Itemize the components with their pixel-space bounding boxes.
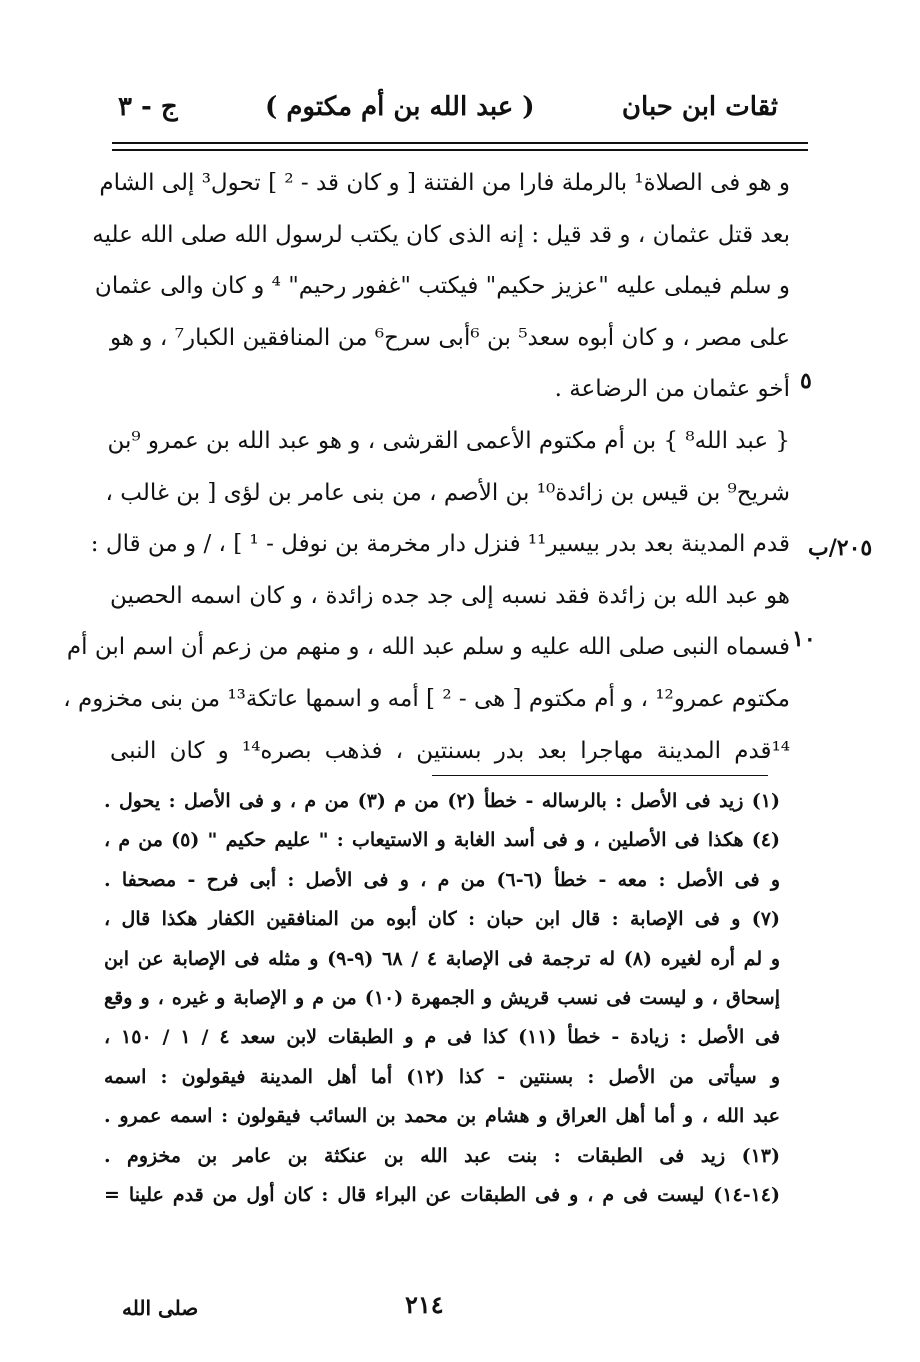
- footnote-line: و فى الأصل : معه - خطأ (٦-٦) من م ، و فى الأصل : أبى فرح - مصحفا .: [104, 868, 780, 891]
- footnote-line: إسحاق ، و ليست فى نسب قريش و الجمهرة (١٠) من م و الإصابة و غيره ، و وقع: [104, 986, 780, 1009]
- footnote-line: (١) زيد فى الأصل : بالرساله - خطأ (٢) من م (٣) من م ، و فى الأصل : يحول .: [104, 790, 780, 812]
- line-number-5: ٥: [800, 368, 812, 394]
- header-book-title: ثقات ابن حبان: [621, 92, 778, 122]
- header-volume: ج - ٣: [118, 92, 178, 122]
- text-line: شريح⁹ بن قيس بن زائدة¹⁰ بن الأصم ، من بنى عامر بن لؤى [ بن غالب ،: [105, 479, 790, 506]
- footnote-separator: [432, 775, 768, 776]
- footnote-line: (١٤-١٤) ليست فى م ، و فى الطبقات عن البراء قال : كان أول من قدم علينا =: [104, 1183, 780, 1206]
- text-line: و سلم فيملى عليه "عزيز حكيم" فيكتب "غفور رحيم" ⁴ و كان والى عثمان: [94, 273, 790, 300]
- text-line: أخو عثمان من الرضاعة .: [554, 376, 790, 403]
- footnote-line: (٤) هكذا فى الأصلين ، و فى أسد الغابة و الاستيعاب : " عليم حكيم " (٥) من م ،: [104, 829, 780, 852]
- footnote-line: (١٣) زيد فى الطبقات : بنت عبد الله بن عنكثة بن عامر بن مخزوم .: [104, 1144, 780, 1167]
- text-line: ¹⁴قدم المدينة مهاجرا بعد بدر بسنتين ، فذهب بصره¹⁴ و كان النبى: [110, 737, 791, 764]
- text-line: فسماه النبى صلى الله عليه و سلم عبد الله ، و منهم من زعم أن اسم ابن أم: [66, 634, 790, 661]
- text-line: و هو فى الصلاة¹ بالرملة فارا من الفتنة [ و كان قد - ² ] تحول³ إلى الشام: [99, 170, 790, 196]
- line-number-10: ١٠: [792, 626, 816, 652]
- header-double-rule: [112, 142, 808, 151]
- running-header: [118, 86, 778, 128]
- text-line: على مصر ، و كان أبوه سعد⁵ بن ⁶أبى سرح⁶ من المنافقين الكبار⁷ ، و هو: [110, 324, 790, 351]
- footnote-line: و سيأتى من الأصل : بسنتين - كذا (١٢) أما أهل المدينة فيقولون : اسمه: [104, 1065, 780, 1088]
- manuscript-folio-marker: ٢٠٥/ب: [808, 535, 873, 561]
- header-entry-title: ( عبد الله بن أم مكتوم ): [264, 92, 535, 122]
- text-line: هو عبد الله بن زائدة فقد نسبه إلى جد جده زائدة ، و كان اسمه الحصين: [110, 582, 790, 609]
- text-line: { عبد الله⁸ } بن أم مكتوم الأعمى القرشى ، و هو عبد الله بن عمرو ⁹بن: [107, 427, 790, 454]
- text-line: قدم المدينة بعد بدر بيسير¹¹ فنزل دار مخرمة بن نوفل - ¹ ] ، / و من قال :: [90, 531, 790, 558]
- catchword: صلى الله: [122, 1296, 199, 1320]
- footnote-line: (٧) و فى الإصابة : قال ابن حبان : كان أبوه من المنافقين الكفار هكذا قال ،: [104, 908, 780, 931]
- main-text: [63, 158, 791, 777]
- footnote-line: عبد الله ، و أما أهل العراق و هشام بن محمد بن السائب فيقولون : اسمه عمرو .: [104, 1105, 780, 1128]
- footnote-line: فى الأصل : زيادة - خطأ (١١) كذا فى م و الطبقات لابن سعد ٤ / ١ / ١٥٠ ،: [104, 1026, 781, 1049]
- page-number: ٢١٤: [405, 1290, 444, 1319]
- footnote-line: و لم أره لغيره (٨) له ترجمة فى الإصابة ٤ / ٦٨ (٩-٩) و مثله فى الإصابة عن ابن: [104, 947, 780, 970]
- footnotes: [104, 782, 780, 1215]
- text-line: بعد قتل عثمان ، و قد قيل : إنه الذى كان يكتب لرسول الله صلى الله عليه: [92, 221, 790, 248]
- text-line: مكتوم عمرو¹² ، و أم مكتوم [ هى - ² ] أمه و اسمها عاتكة¹³ من بنى مخزوم ،: [63, 685, 790, 712]
